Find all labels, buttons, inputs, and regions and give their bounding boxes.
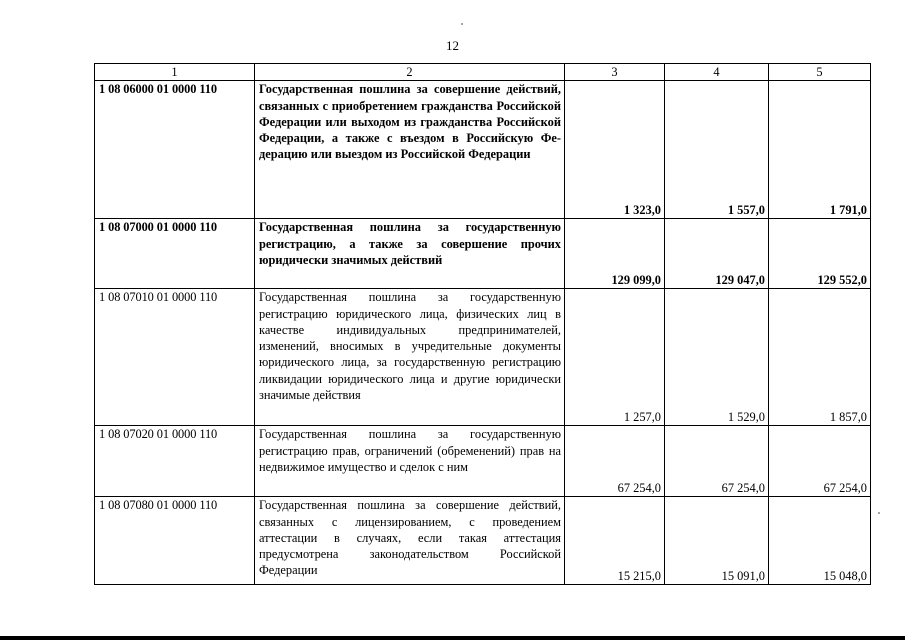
row-value-col4: 15 091,0 [665, 497, 769, 585]
row-value-col3: 1 323,0 [565, 81, 665, 219]
column-header-1: 1 [95, 64, 255, 81]
row-value-col5: 67 254,0 [769, 426, 871, 497]
row-value-col4: 129 047,0 [665, 219, 769, 289]
table-header-row [95, 64, 871, 81]
row-name: Государственная пошлина за государственную регистрацию прав, ограничений (обременений) прав на недвижимое имущество и сделок с ним [255, 426, 565, 497]
row-value-col5: 15 048,0 [769, 497, 871, 585]
row-value-col3: 15 215,0 [565, 497, 665, 585]
table-row [95, 219, 871, 289]
row-name: Государственная пошлина за государственную регистрацию, а также за совершение прочих юридически значимых действий [255, 219, 565, 289]
row-value-col4: 67 254,0 [665, 426, 769, 497]
scan-edge-rule [0, 636, 905, 640]
row-code: 1 08 07010 01 0000 110 [95, 289, 255, 426]
column-header-5: 5 [769, 64, 871, 81]
column-header-2: 2 [255, 64, 565, 81]
row-value-col4: 1 529,0 [665, 289, 769, 426]
row-code: 1 08 07020 01 0000 110 [95, 426, 255, 497]
column-header-4: 4 [665, 64, 769, 81]
table-row [95, 81, 871, 219]
scan-speck [461, 23, 463, 25]
budget-table [94, 63, 871, 585]
page-number: 12 [446, 38, 459, 53]
table-row [95, 289, 871, 426]
scan-speck [878, 512, 880, 514]
row-code: 1 08 07080 01 0000 110 [95, 497, 255, 585]
row-code: 1 08 06000 01 0000 110 [95, 81, 255, 219]
row-value-col3: 1 257,0 [565, 289, 665, 426]
row-name: Государственная пошлина за совершение действий, связанных с приобретением гражданства Российской Федерации или выходом из гражданства Российской Федерации, а также с въездом в Российскую Федерацию или выездом из Российской Федерации [255, 81, 565, 219]
row-code: 1 08 07000 01 0000 110 [95, 219, 255, 289]
row-value-col5: 1 857,0 [769, 289, 871, 426]
row-value-col3: 67 254,0 [565, 426, 665, 497]
row-value-col5: 129 552,0 [769, 219, 871, 289]
row-value-col4: 1 557,0 [665, 81, 769, 219]
table-row [95, 497, 871, 585]
table-row [95, 426, 871, 497]
row-name: Государственная пошлина за государственную регистрацию юридического лица, физических лиц в качестве индивидуальных предпринимателей, изменений, вносимых в учредительные документы юридического лица, за государственную регистрацию ликвидации юридического лица и другие юридически значимые действия [255, 289, 565, 426]
row-value-col5: 1 791,0 [769, 81, 871, 219]
row-value-col3: 129 099,0 [565, 219, 665, 289]
column-header-3: 3 [565, 64, 665, 81]
row-name: Государственная пошлина за совершение действий, связанных с лицензированием, с проведением аттестации в случаях, если такая аттестация предусмотрена законодательством Российской Федерации [255, 497, 565, 585]
